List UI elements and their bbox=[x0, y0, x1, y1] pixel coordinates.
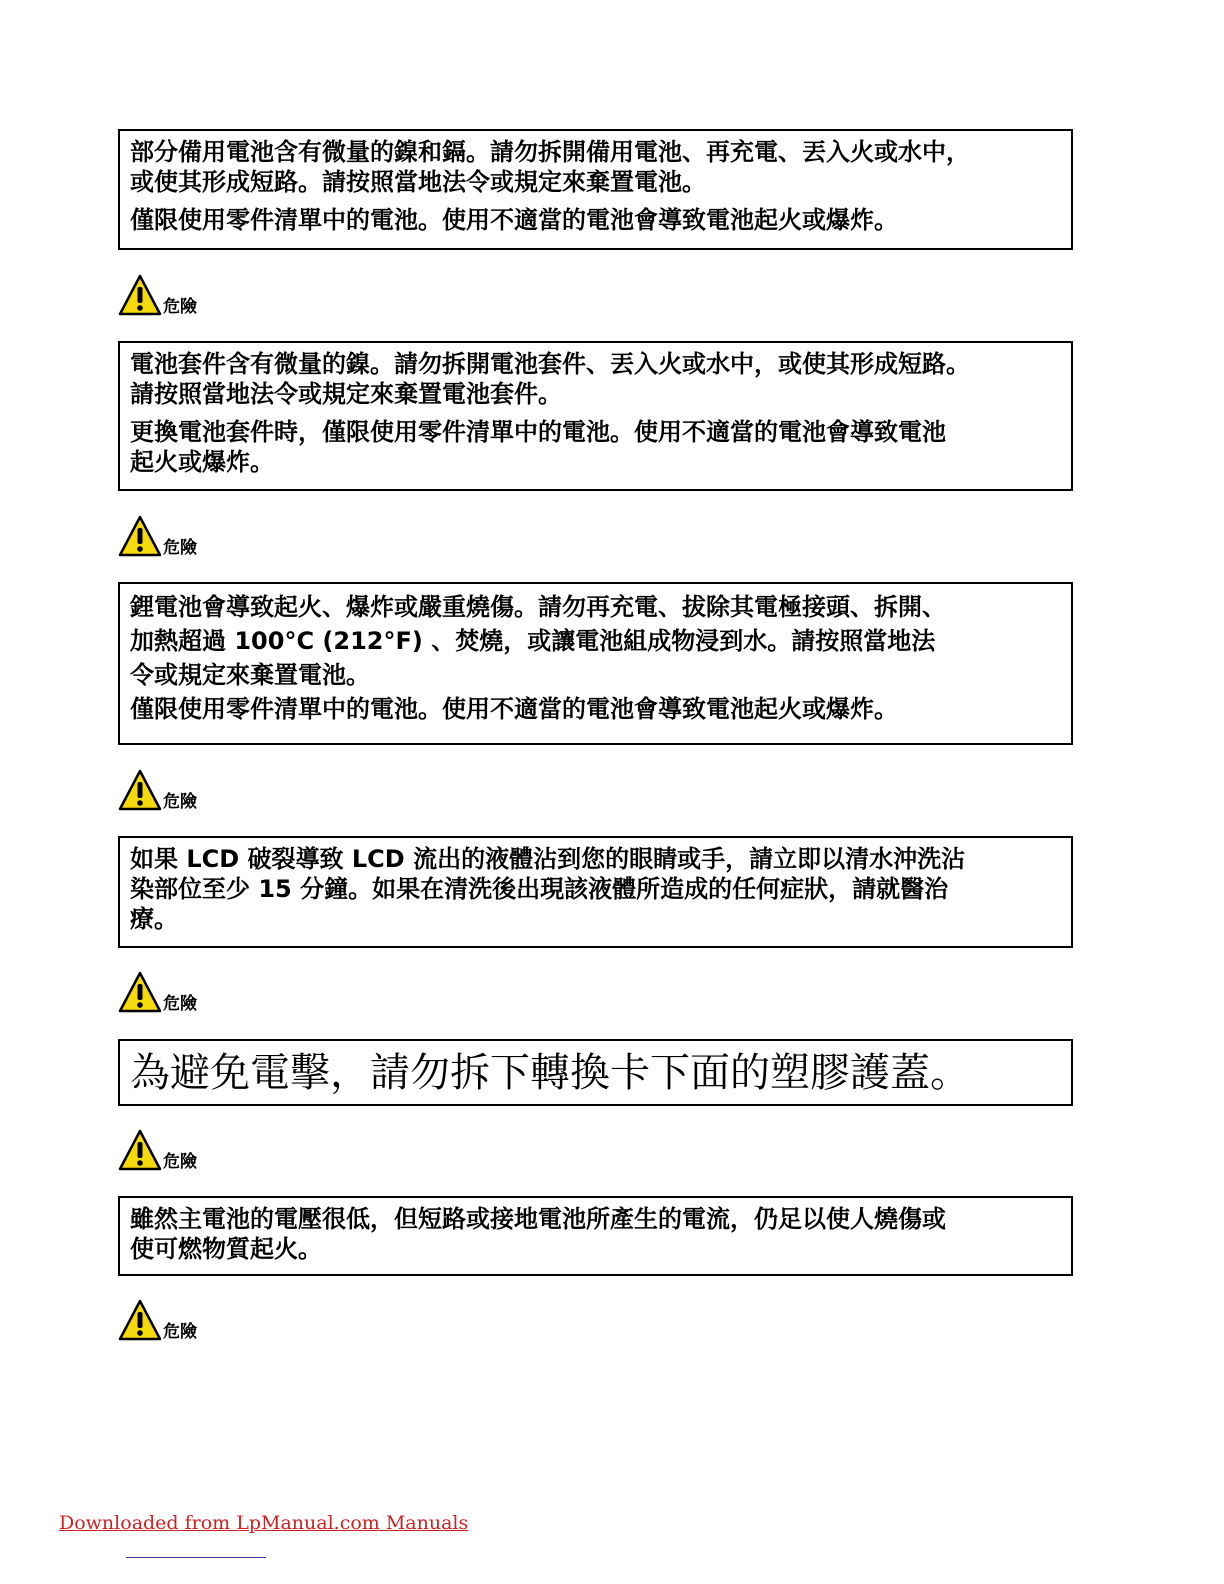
warning-triangle-icon bbox=[118, 1299, 162, 1341]
notice-text: 為避免電擊，請勿拆下轉換卡下面的塑膠護蓋。 bbox=[130, 1050, 970, 1096]
danger-label: 危險 bbox=[163, 994, 197, 1014]
notice-box bbox=[118, 341, 1073, 491]
danger-label: 危險 bbox=[163, 1322, 197, 1342]
danger-label: 危險 bbox=[163, 297, 197, 317]
notice-text: 僅限使用零件清單中的電池。使用不適當的電池會導致電池起火或爆炸。 bbox=[130, 206, 898, 234]
footer-rule bbox=[126, 1557, 266, 1558]
warning-triangle-icon bbox=[118, 769, 162, 811]
notice-box bbox=[118, 129, 1073, 250]
danger-label: 危險 bbox=[163, 538, 197, 558]
notice-text: 更換電池套件時，僅限使用零件清單中的電池。使用不適當的電池會導致電池 起火或爆炸。 bbox=[130, 418, 946, 476]
danger-marker bbox=[118, 513, 197, 557]
notice-box bbox=[118, 582, 1073, 745]
notice-text: 鋰電池會導致起火、爆炸或嚴重燒傷。請勿再充電、拔除其電極接頭、拆開、 加熱超過 100°C (212°F) 、焚燒，或讓電池組成物浸到水。請按照當地法 令或規定來棄置電池。 僅限使用零件清單中的電池。使用不適當的電池會導致電池起火或爆炸。 bbox=[130, 593, 946, 723]
notice-text: 雖然主電池的電壓很低，但短路或接地電池所產生的電流，仍足以使人燒傷或 使可燃物質起火。 bbox=[130, 1205, 946, 1263]
notice-text: 部分備用電池含有微量的鎳和鎘。請勿拆開備用電池、再充電、丟入火或水中， 或使其形成短路。請按照當地法令或規定來棄置電池。 bbox=[130, 138, 970, 196]
danger-marker bbox=[118, 1297, 197, 1341]
danger-marker bbox=[118, 1127, 197, 1171]
warning-triangle-icon bbox=[118, 1129, 162, 1171]
danger-marker bbox=[118, 969, 197, 1013]
notice-text: 如果 LCD 破裂導致 LCD 流出的液體沾到您的眼睛或手，請立即以清水沖洗沾 染部位至少 15 分鐘。如果在清洗後出現該液體所造成的任何症狀，請就醫治 療。 bbox=[130, 845, 966, 933]
notice-box bbox=[118, 836, 1073, 948]
danger-marker bbox=[118, 767, 197, 811]
footer-download-link[interactable]: Downloaded from LpManual.com Manuals bbox=[59, 1512, 469, 1534]
notice-text: 電池套件含有微量的鎳。請勿拆開電池套件、丟入火或水中，或使其形成短路。 請按照當地法令或規定來棄置電池套件。 bbox=[130, 350, 970, 408]
danger-label: 危險 bbox=[163, 1152, 197, 1172]
danger-label: 危險 bbox=[163, 792, 197, 812]
notice-box bbox=[118, 1039, 1073, 1106]
warning-triangle-icon bbox=[118, 515, 162, 557]
warning-triangle-icon bbox=[118, 274, 162, 316]
warning-triangle-icon bbox=[118, 971, 162, 1013]
danger-marker bbox=[118, 272, 197, 316]
notice-box bbox=[118, 1196, 1073, 1276]
